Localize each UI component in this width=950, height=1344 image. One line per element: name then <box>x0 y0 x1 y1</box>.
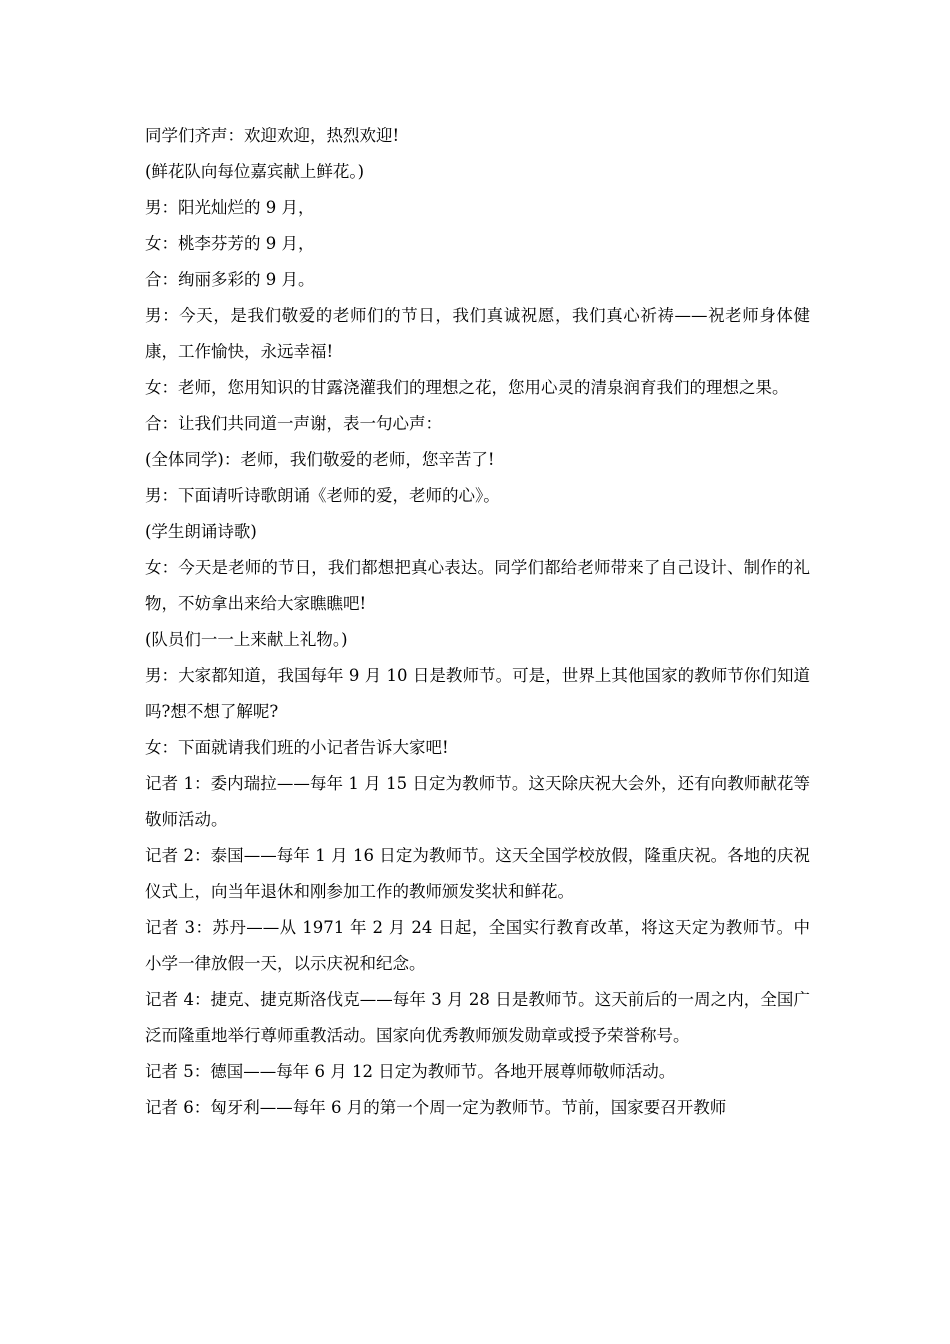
paragraph-4: 女：桃李芬芳的 9 月， <box>145 234 315 253</box>
paragraph-6: 男：今天，是我们敬爱的老师们的节日，我们真诚祝愿，我们真心祈祷——祝老师身体健康，工作愉快，永远幸福! <box>145 306 810 361</box>
paragraph-16: 记者 1：委内瑞拉——每年 1 月 15 日定为教师节。这天除庆祝大会外，还有向教师献花等敬师活动。 <box>145 774 810 829</box>
paragraph-8: 合：让我们共同道一声谢，表一句心声： <box>145 414 442 433</box>
paragraph-5: 合：绚丽多彩的 9 月。 <box>145 270 315 289</box>
paragraph-14: 男：大家都知道，我国每年 9 月 10 日是教师节。可是，世界上其他国家的教师节你们知道吗?想不想了解呢? <box>145 666 810 721</box>
paragraph-13: (队员们一一上来献上礼物。) <box>145 630 348 649</box>
paragraph-9: (全体同学)：老师，我们敬爱的老师，您辛苦了! <box>145 450 495 469</box>
paragraph-11: (学生朗诵诗歌) <box>145 522 257 541</box>
paragraph-10: 男：下面请听诗歌朗诵《老师的爱，老师的心》。 <box>145 486 500 505</box>
paragraph-15: 女：下面就请我们班的小记者告诉大家吧! <box>145 738 449 757</box>
paragraph-7: 女：老师，您用知识的甘露浇灌我们的理想之花，您用心灵的清泉润育我们的理想之果。 <box>145 378 789 397</box>
document-body <box>145 118 810 1126</box>
paragraph-2: (鲜花队向每位嘉宾献上鲜花。) <box>145 162 365 181</box>
paragraph-17: 记者 2：泰国——每年 1 月 16 日定为教师节。这天全国学校放假，隆重庆祝。各地的庆祝仪式上，向当年退休和刚参加工作的教师颁发奖状和鲜花。 <box>145 846 810 901</box>
paragraph-1: 同学们齐声：欢迎欢迎，热烈欢迎! <box>145 126 400 145</box>
paragraph-3: 男：阳光灿烂的 9 月， <box>145 198 315 217</box>
paragraph-19: 记者 4：捷克、捷克斯洛伐克——每年 3 月 28 日是教师节。这天前后的一周之内，全国广泛而隆重地举行尊师重教活动。国家向优秀教师颁发勋章或授予荣誉称号。 <box>145 990 810 1045</box>
paragraph-12: 女：今天是老师的节日，我们都想把真心表达。同学们都给老师带来了自己设计、制作的礼物，不妨拿出来给大家瞧瞧吧! <box>145 558 810 613</box>
paragraph-18: 记者 3：苏丹——从 1971 年 2 月 24 日起，全国实行教育改革，将这天定为教师节。中小学一律放假一天，以示庆祝和纪念。 <box>145 918 810 973</box>
paragraph-21: 记者 6：匈牙利——每年 6 月的第一个周一定为教师节。节前，国家要召开教师 <box>145 1098 727 1117</box>
paragraph-20: 记者 5：德国——每年 6 月 12 日定为教师节。各地开展尊师敬师活动。 <box>145 1062 676 1081</box>
